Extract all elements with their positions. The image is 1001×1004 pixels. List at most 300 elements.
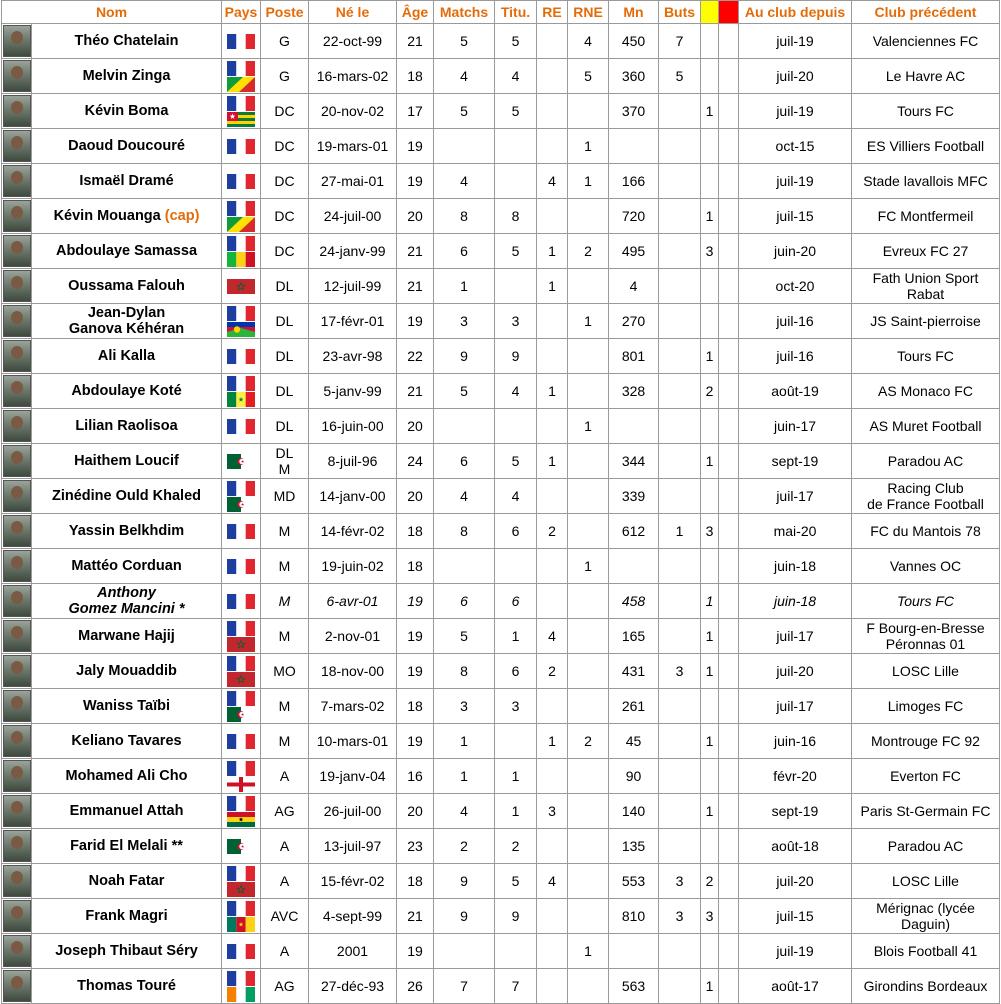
re-cell <box>537 304 568 339</box>
re-cell <box>537 794 568 829</box>
previous-club: LOSC Lille <box>892 873 959 889</box>
previous-club-cell <box>852 864 1000 899</box>
player-name-text: Daoud Doucouré <box>68 138 185 154</box>
poste: DC <box>274 138 295 154</box>
poste: DC <box>274 173 295 189</box>
minutes: 360 <box>621 68 646 84</box>
birth-date: 18-nov-00 <box>320 663 385 679</box>
poste: DL <box>275 418 294 434</box>
previous-club: Paradou AC <box>887 453 964 469</box>
avatar <box>3 550 31 582</box>
yellow-cards-cell <box>701 864 719 899</box>
poste-cell <box>261 374 309 409</box>
header-matchs: Matchs <box>434 1 495 24</box>
flag-fr-icon <box>227 734 255 749</box>
birth-date-cell <box>309 164 397 199</box>
titu-cell <box>495 24 537 59</box>
red-cards-cell <box>719 164 739 199</box>
goals-cell <box>659 129 701 164</box>
nationality-flags <box>222 374 261 409</box>
age: 21 <box>407 33 423 49</box>
goals-cell <box>659 549 701 584</box>
minutes: 90 <box>625 768 642 784</box>
table-row <box>2 689 1000 724</box>
age: 20 <box>407 488 423 504</box>
age-cell <box>397 304 434 339</box>
age-cell <box>397 689 434 724</box>
yellow-cards: 1 <box>705 593 714 609</box>
titu: 6 <box>511 523 520 539</box>
age: 18 <box>407 873 423 889</box>
red-cards-cell <box>719 969 739 1004</box>
age-cell <box>397 899 434 934</box>
red-cards-cell <box>719 269 739 304</box>
red-cards-cell <box>719 759 739 794</box>
table-row <box>2 934 1000 969</box>
age: 17 <box>407 103 423 119</box>
previous-club: Girondins Bordeaux <box>863 978 988 994</box>
poste: M <box>278 558 291 574</box>
goals: 3 <box>675 873 684 889</box>
flag-fr-icon <box>227 306 255 321</box>
previous-club: Everton FC <box>890 768 961 784</box>
poste: M <box>278 628 291 644</box>
flag-fr-icon <box>227 481 255 496</box>
flag-fr-icon <box>227 34 255 49</box>
minutes: 165 <box>621 628 646 644</box>
previous-club-cell <box>852 584 1000 619</box>
player-name-text: Zinédine Ould Khaled <box>51 488 202 504</box>
poste: MD <box>273 488 296 504</box>
poste: G <box>279 33 290 49</box>
minutes-cell <box>609 934 659 969</box>
avatar <box>3 165 31 197</box>
age: 22 <box>407 348 423 364</box>
rne-cell <box>568 514 609 549</box>
minutes-cell <box>609 689 659 724</box>
matchs-cell <box>434 164 495 199</box>
nationality-flags <box>222 619 261 654</box>
player-name <box>32 304 222 339</box>
captain-badge: (cap) <box>164 208 200 224</box>
goals-cell <box>659 969 701 1004</box>
table-row <box>2 864 1000 899</box>
club-since: juin-17 <box>773 418 817 434</box>
age: 19 <box>407 663 423 679</box>
previous-club: Tours FC <box>897 348 954 364</box>
re: 1 <box>548 453 556 469</box>
titu-cell <box>495 409 537 444</box>
previous-club-cell <box>852 234 1000 269</box>
birth-date: 24-janv-99 <box>319 243 386 259</box>
previous-club-cell <box>852 339 1000 374</box>
player-photo <box>2 374 32 409</box>
previous-club: Stade lavallois MFC <box>863 173 988 189</box>
rne: 2 <box>584 243 592 259</box>
player-photo <box>2 339 32 374</box>
matchs-cell <box>434 864 495 899</box>
birth-date-cell <box>309 234 397 269</box>
player-name-text: Jean-Dylan <box>87 305 166 321</box>
avatar <box>3 760 31 792</box>
player-name-text: Frank Magri <box>85 908 168 924</box>
flag-fr-icon <box>227 174 255 189</box>
minutes: 370 <box>621 103 646 119</box>
matchs-cell <box>434 969 495 1004</box>
birth-date-cell <box>309 479 397 514</box>
avatar <box>3 795 31 827</box>
avatar <box>3 830 31 862</box>
titu-cell <box>495 934 537 969</box>
age-cell <box>397 514 434 549</box>
titu-cell <box>495 339 537 374</box>
club-since-cell <box>739 444 852 479</box>
birth-date: 16-mars-02 <box>316 68 389 84</box>
poste: AG <box>274 978 295 994</box>
goals-cell <box>659 304 701 339</box>
rne-cell <box>568 269 609 304</box>
yellow-cards: 3 <box>705 523 714 539</box>
minutes-cell <box>609 164 659 199</box>
re-cell <box>537 409 568 444</box>
yellow-cards: 1 <box>705 978 714 994</box>
goals-cell <box>659 514 701 549</box>
titu-cell <box>495 899 537 934</box>
titu-cell <box>495 199 537 234</box>
club-since-cell <box>739 934 852 969</box>
matchs: 4 <box>460 173 468 189</box>
player-name <box>32 654 222 689</box>
rne-cell <box>568 864 609 899</box>
matchs-cell <box>434 619 495 654</box>
club-since-cell <box>739 59 852 94</box>
rne: 1 <box>584 418 592 434</box>
table-row <box>2 444 1000 479</box>
re-cell <box>537 129 568 164</box>
re-cell <box>537 234 568 269</box>
age-cell <box>397 479 434 514</box>
previous-club: Valenciennes FC <box>872 33 979 49</box>
matchs: 1 <box>460 768 468 784</box>
player-name <box>32 444 222 479</box>
titu-cell <box>495 829 537 864</box>
goals-cell <box>659 234 701 269</box>
red-cards-cell <box>719 689 739 724</box>
player-name <box>32 479 222 514</box>
avatar <box>3 200 31 232</box>
matchs-cell <box>434 199 495 234</box>
rne-cell <box>568 759 609 794</box>
table-row <box>2 514 1000 549</box>
player-photo <box>2 549 32 584</box>
age: 21 <box>407 278 423 294</box>
club-since: juil-19 <box>776 103 814 119</box>
minutes-cell <box>609 479 659 514</box>
club-since: juin-18 <box>773 558 817 574</box>
poste-cell <box>261 829 309 864</box>
club-since: juil-17 <box>776 488 814 504</box>
minutes-cell <box>609 409 659 444</box>
minutes-cell <box>609 899 659 934</box>
birth-date-cell <box>309 94 397 129</box>
red-cards-cell <box>719 549 739 584</box>
matchs: 5 <box>460 383 468 399</box>
previous-club-cell <box>852 59 1000 94</box>
flag-fr-icon <box>227 761 255 776</box>
minutes: 431 <box>621 663 646 679</box>
poste-cell <box>261 724 309 759</box>
minutes: 563 <box>621 978 646 994</box>
poste: AVC <box>270 908 299 924</box>
header-club-depuis: Au club depuis <box>739 1 852 24</box>
titu: 4 <box>511 383 520 399</box>
table-row <box>2 724 1000 759</box>
previous-club: Fath Union Sport Rabat <box>872 270 979 302</box>
red-cards-cell <box>719 794 739 829</box>
rne: 1 <box>584 558 592 574</box>
player-name-text: Emmanuel Attah <box>69 803 184 819</box>
previous-club: Le Havre AC <box>885 68 966 84</box>
age-cell <box>397 934 434 969</box>
yellow-cards-cell <box>701 199 719 234</box>
player-name-text: Noah Fatar <box>88 873 165 889</box>
poste-cell <box>261 409 309 444</box>
flag-fr-icon <box>227 621 255 636</box>
header-buts: Buts <box>659 1 701 24</box>
player-name <box>32 864 222 899</box>
rne-cell <box>568 829 609 864</box>
yellow-cards: 3 <box>705 908 714 924</box>
flag-ci-icon <box>227 987 255 1002</box>
re-cell <box>537 24 568 59</box>
previous-club-cell <box>852 94 1000 129</box>
matchs-cell <box>434 689 495 724</box>
table-row <box>2 969 1000 1004</box>
poste: DL <box>275 278 294 294</box>
player-photo <box>2 759 32 794</box>
age-cell <box>397 724 434 759</box>
rne-cell <box>568 444 609 479</box>
minutes: 495 <box>621 243 646 259</box>
age-cell <box>397 199 434 234</box>
age: 21 <box>407 383 423 399</box>
player-name-text: Lilian Raolisoa <box>75 418 178 434</box>
poste-cell <box>261 549 309 584</box>
birth-date-cell <box>309 969 397 1004</box>
birth-date-cell <box>309 304 397 339</box>
minutes: 612 <box>621 523 646 539</box>
birth-date-cell <box>309 129 397 164</box>
poste-cell <box>261 164 309 199</box>
player-photo <box>2 94 32 129</box>
yellow-cards-cell <box>701 234 719 269</box>
titu-cell <box>495 304 537 339</box>
flag-ml-icon <box>227 252 255 267</box>
age-cell <box>397 129 434 164</box>
age: 18 <box>407 68 423 84</box>
minutes-cell <box>609 94 659 129</box>
flag-cg-icon <box>227 217 255 232</box>
yellow-cards-cell <box>701 689 719 724</box>
re-cell <box>537 94 568 129</box>
goals-cell <box>659 24 701 59</box>
rne-cell <box>568 724 609 759</box>
player-rows <box>2 24 1000 1004</box>
titu: 5 <box>511 103 520 119</box>
club-since: août-19 <box>771 383 819 399</box>
table-row <box>2 654 1000 689</box>
previous-club-cell <box>852 444 1000 479</box>
rne-cell <box>568 794 609 829</box>
nationality-flags <box>222 59 261 94</box>
birth-date: 22-oct-99 <box>322 33 383 49</box>
birth-date: 26-juil-00 <box>323 803 382 819</box>
club-since-cell <box>739 199 852 234</box>
birth-date-cell <box>309 339 397 374</box>
nationality-flags <box>222 164 261 199</box>
re: 2 <box>548 663 556 679</box>
rne-cell <box>568 689 609 724</box>
club-since-cell <box>739 724 852 759</box>
titu: 1 <box>511 803 520 819</box>
goals-cell <box>659 444 701 479</box>
birth-date-cell <box>309 654 397 689</box>
club-since-cell <box>739 374 852 409</box>
club-since-cell <box>739 689 852 724</box>
matchs: 6 <box>460 243 468 259</box>
age: 23 <box>407 838 423 854</box>
player-photo <box>2 794 32 829</box>
club-since-cell <box>739 479 852 514</box>
birth-date: 12-juil-99 <box>323 278 382 294</box>
minutes-cell <box>609 59 659 94</box>
titu: 3 <box>511 313 520 329</box>
avatar <box>3 900 31 932</box>
titu: 6 <box>511 663 520 679</box>
re: 1 <box>548 278 556 294</box>
nationality-flags <box>222 724 261 759</box>
re-cell <box>537 374 568 409</box>
re-cell <box>537 549 568 584</box>
poste-cell <box>261 899 309 934</box>
red-cards-cell <box>719 934 739 969</box>
birth-date-cell <box>309 584 397 619</box>
titu: 3 <box>511 698 520 714</box>
age: 19 <box>407 943 423 959</box>
matchs: 2 <box>460 838 468 854</box>
matchs: 4 <box>460 68 468 84</box>
minutes-cell <box>609 619 659 654</box>
poste: A <box>279 873 290 889</box>
flag-fr-icon <box>227 656 255 671</box>
minutes-cell <box>609 374 659 409</box>
flag-fr-icon <box>227 796 255 811</box>
yellow-cards: 1 <box>705 453 714 469</box>
nationality-flags <box>222 759 261 794</box>
re: 4 <box>548 173 556 189</box>
titu: 7 <box>511 978 520 994</box>
minutes: 458 <box>621 593 646 609</box>
club-since-cell <box>739 269 852 304</box>
club-since-cell <box>739 759 852 794</box>
previous-club-cell <box>852 654 1000 689</box>
age: 19 <box>407 733 423 749</box>
re: 2 <box>548 523 556 539</box>
nationality-flags <box>222 339 261 374</box>
yellow-cards: 1 <box>705 628 714 644</box>
titu-cell <box>495 654 537 689</box>
player-name-text: Farid El Melali ** <box>70 838 183 854</box>
rne-cell <box>568 339 609 374</box>
yellow-cards-cell <box>701 409 719 444</box>
matchs: 4 <box>460 488 468 504</box>
player-name <box>32 409 222 444</box>
goals-cell <box>659 59 701 94</box>
avatar <box>3 690 31 722</box>
rne: 2 <box>584 733 592 749</box>
yellow-cards-cell <box>701 59 719 94</box>
player-name <box>32 759 222 794</box>
matchs-cell <box>434 24 495 59</box>
age-cell <box>397 374 434 409</box>
matchs: 7 <box>460 978 468 994</box>
minutes: 166 <box>621 173 646 189</box>
age: 21 <box>407 243 423 259</box>
goals-cell <box>659 759 701 794</box>
avatar <box>3 95 31 127</box>
birth-date: 24-juil-00 <box>323 208 382 224</box>
re-cell <box>537 689 568 724</box>
previous-club-cell <box>852 934 1000 969</box>
birth-date: 20-nov-02 <box>320 103 385 119</box>
birth-date: 14-janv-00 <box>319 488 386 504</box>
avatar <box>3 480 31 512</box>
titu-cell <box>495 794 537 829</box>
birth-date: 10-mars-01 <box>316 733 389 749</box>
birth-date: 23-avr-98 <box>322 348 383 364</box>
player-name <box>32 794 222 829</box>
player-name <box>32 94 222 129</box>
age: 20 <box>407 208 423 224</box>
previous-club-cell <box>852 724 1000 759</box>
age-cell <box>397 59 434 94</box>
matchs-cell <box>434 269 495 304</box>
club-since: sept-19 <box>771 453 819 469</box>
rne-cell <box>568 619 609 654</box>
player-name-text: Haithem Loucif <box>74 453 179 469</box>
poste-cell <box>261 619 309 654</box>
table-row <box>2 479 1000 514</box>
avatar <box>3 235 31 267</box>
player-photo <box>2 269 32 304</box>
yellow-cards-cell <box>701 304 719 339</box>
minutes-cell <box>609 234 659 269</box>
player-name-text: Mattéo Corduan <box>71 558 182 574</box>
avatar <box>3 620 31 652</box>
minutes-cell <box>609 584 659 619</box>
re-cell <box>537 339 568 374</box>
re-cell <box>537 899 568 934</box>
goals-cell <box>659 409 701 444</box>
yellow-cards-cell <box>701 164 719 199</box>
birth-date-cell <box>309 409 397 444</box>
yellow-cards-cell <box>701 654 719 689</box>
matchs-cell <box>434 479 495 514</box>
rne: 1 <box>584 173 592 189</box>
table-row <box>2 374 1000 409</box>
titu-cell <box>495 864 537 899</box>
yellow-cards-cell <box>701 724 719 759</box>
